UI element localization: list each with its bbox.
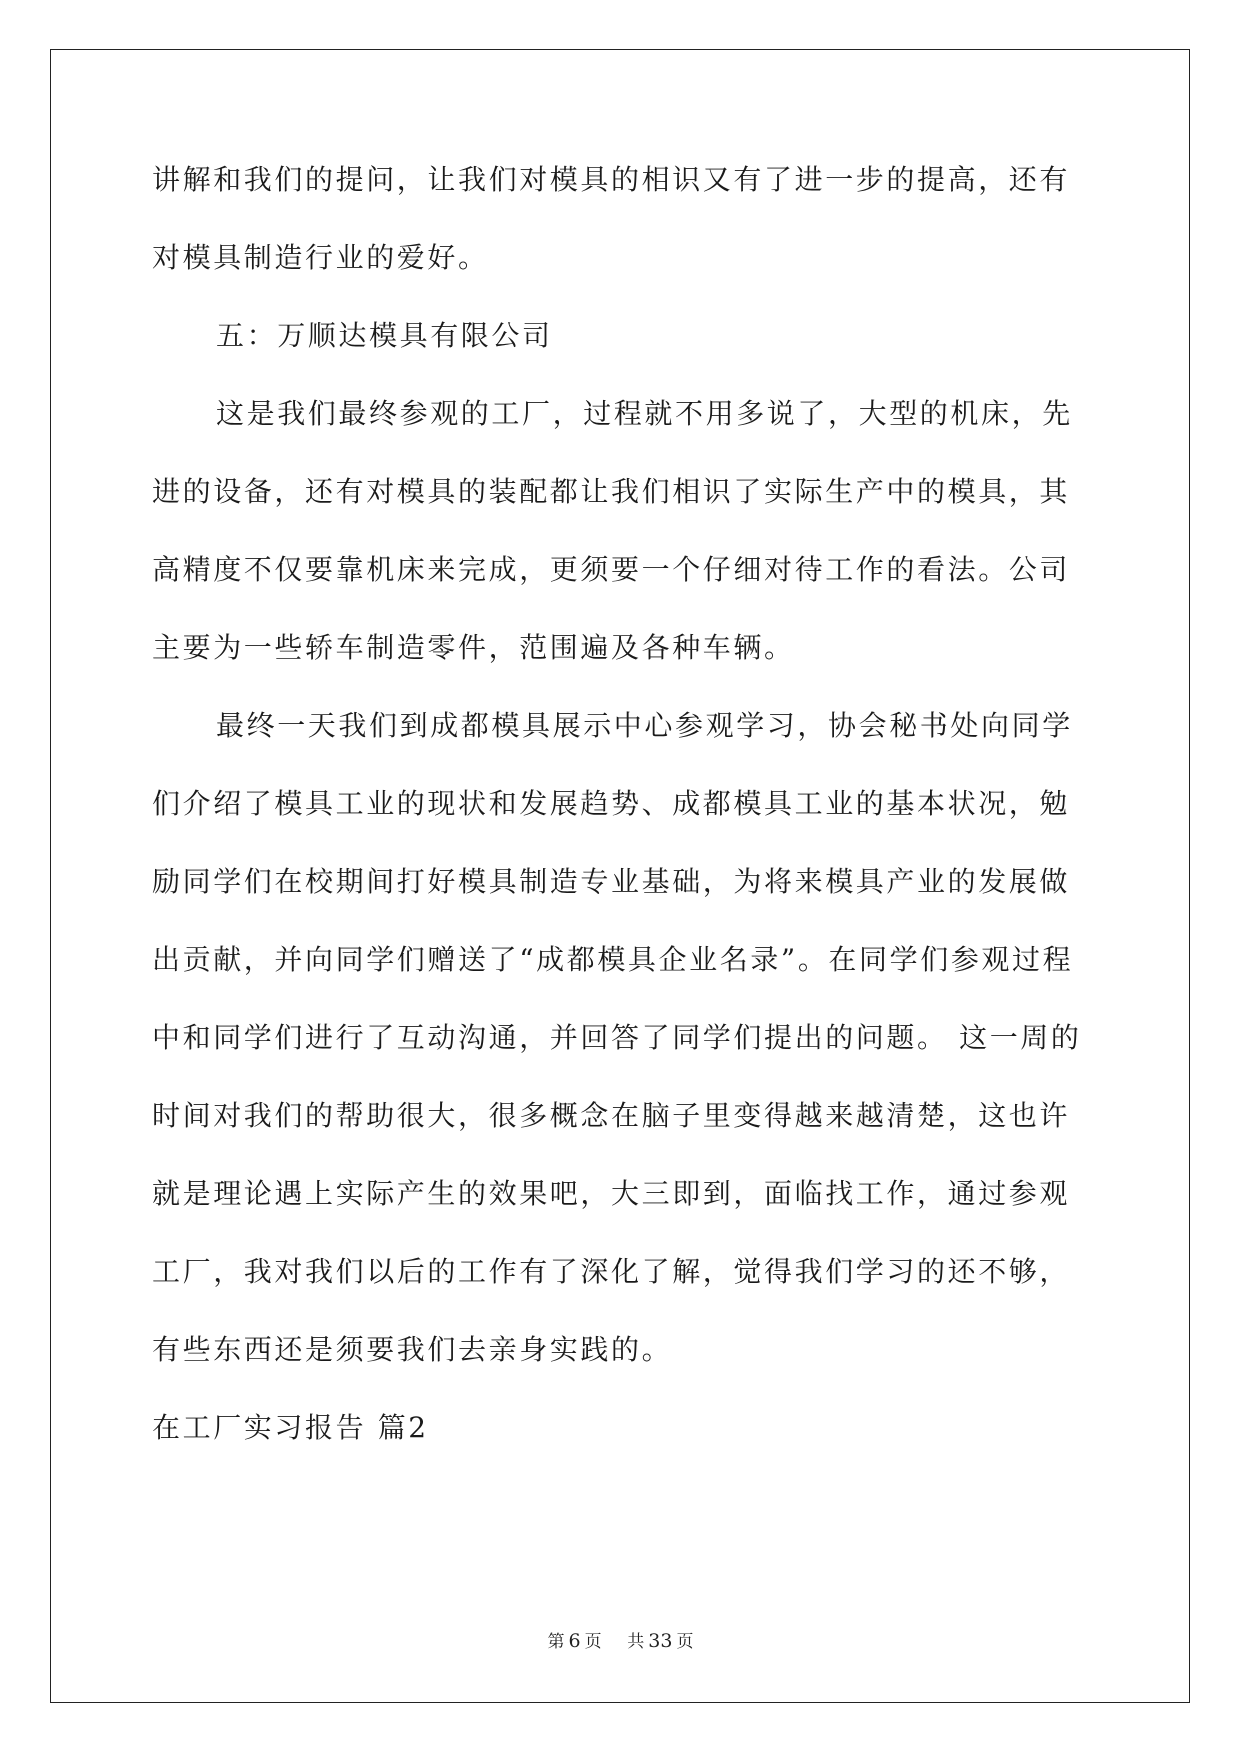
- paragraph-start: 这是我们最终参观的工厂，过程就不用多说了，大型的机床，先: [216, 397, 1073, 430]
- body-line: 进的设备，还有对模具的装配都让我们相识了实际生产中的模具，其: [152, 475, 1071, 508]
- page-suffix: 页: [584, 1632, 602, 1652]
- total-prefix: 共: [627, 1632, 645, 1652]
- total-pages: 33: [648, 1630, 673, 1652]
- total-suffix: 页: [676, 1632, 694, 1652]
- section-heading: 五：万顺达模具有限公司: [216, 319, 553, 352]
- body-line: 对模具制造行业的爱好。: [152, 241, 489, 274]
- page-prefix: 第: [547, 1632, 565, 1652]
- body-line: 讲解和我们的提问，让我们对模具的相识又有了进一步的提高，还有: [152, 163, 1071, 196]
- body-line: 工厂，我对我们以后的工作有了深化了解，觉得我们学习的还不够，: [152, 1255, 1071, 1288]
- body-line: 主要为一些轿车制造零件，范围遍及各种车辆。: [152, 631, 795, 664]
- paragraph-start: 最终一天我们到成都模具展示中心参观学习，协会秘书处向同学: [216, 709, 1073, 742]
- body-line: 中和同学们进行了互动沟通，并回答了同学们提出的问题。 这一周的: [152, 1021, 1082, 1054]
- body-line: 有些东西还是须要我们去亲身实践的。: [152, 1333, 673, 1366]
- body-line: 高精度不仅要靠机床来完成，更须要一个仔细对待工作的看法。公司: [152, 553, 1071, 586]
- page-number: 6: [568, 1630, 581, 1652]
- body-line: 励同学们在校期间打好模具制造专业基础，为将来模具产业的发展做: [152, 865, 1071, 898]
- article-heading: 在工厂实习报告 篇2: [152, 1411, 429, 1444]
- body-line: 时间对我们的帮助很大，很多概念在脑子里变得越来越清楚，这也许: [152, 1099, 1071, 1132]
- body-line: 们介绍了模具工业的现状和发展趋势、成都模具工业的基本状况，勉: [152, 787, 1071, 820]
- body-line: 就是理论遇上实际产生的效果吧，大三即到，面临找工作，通过参观: [152, 1177, 1071, 1210]
- body-line: 出贡献，并向同学们赠送了“成都模具企业名录”。在同学们参观过程: [152, 943, 1074, 976]
- page-footer: [0, 1627, 1241, 1652]
